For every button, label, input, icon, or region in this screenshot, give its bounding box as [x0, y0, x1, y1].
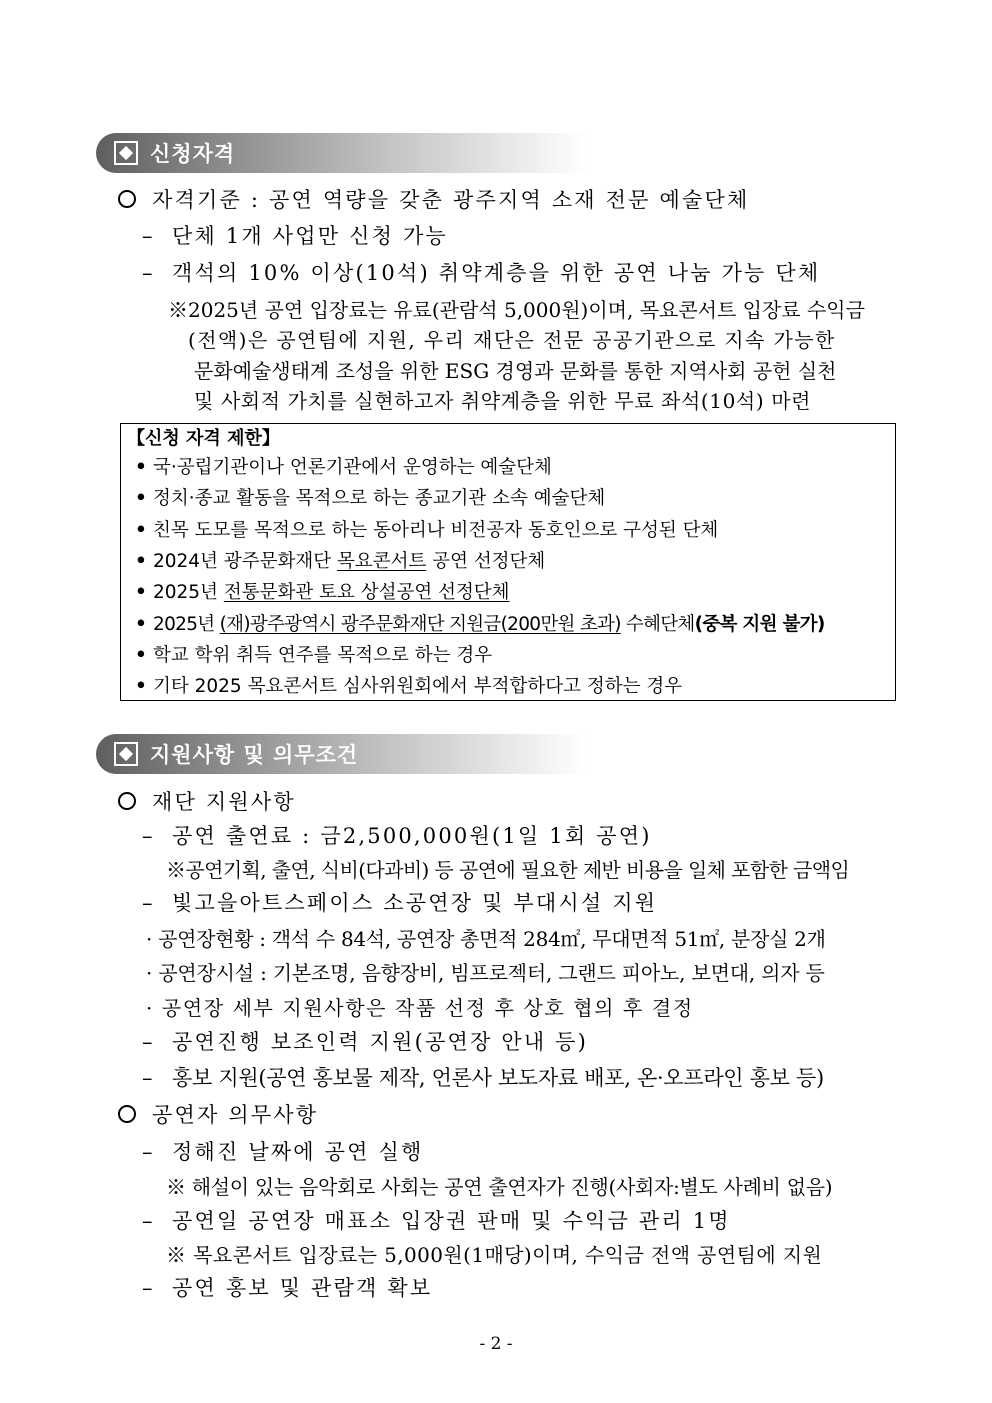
- restriction-item: • 2025년 전통문화관 토요 상설공연 선정단체: [135, 582, 510, 603]
- criteria-item: – 단체 1개 사업만 신청 가능: [142, 224, 448, 248]
- restriction-title: 【신청 자격 제한】: [127, 428, 280, 449]
- support-note: ※공연기획, 출연, 식비(다과비) 등 공연에 필요한 제반 비용을 일체 포함한 금액임: [166, 858, 850, 882]
- diamond-icon: [114, 141, 138, 165]
- support-item: – 홍보 지원(공연 홍보물 제작, 언론사 보도자료 배포, 온·오프라인 홍보 등): [142, 1066, 824, 1090]
- page-number: - 2 -: [479, 1334, 513, 1354]
- criteria-note-line: ※2025년 공연 입장료는 유료(관람석 5,000원)이며, 목요콘서트 입장료 수익금: [168, 298, 865, 322]
- venue-detail: · 공연장현황 : 객석 수 84석, 공연장 총면적 284㎡, 무대면적 51㎡, 분장실 2개: [146, 927, 826, 951]
- support-heading: 재단 지원사항: [118, 787, 296, 817]
- restriction-item: • 친목 도모를 목적으로 하는 동아리나 비전공자 동호인으로 구성된 단체: [135, 520, 719, 541]
- circle-bullet-icon: [118, 792, 136, 810]
- restriction-item: • 국·공립기관이나 언론기관에서 운영하는 예술단체: [135, 457, 552, 478]
- restriction-item: • 학교 학위 취득 연주를 목적으로 하는 경우: [135, 645, 493, 666]
- duty-item: – 공연 홍보 및 관람객 확보: [142, 1276, 433, 1300]
- support-item: – 공연 출연료 : 금2,500,000원(1일 1회 공연): [142, 824, 652, 848]
- section-title: 지원사항 및 의무조건: [150, 743, 359, 767]
- circle-bullet-icon: [118, 190, 136, 208]
- restriction-box: [120, 423, 896, 701]
- duty-item: – 정해진 날짜에 공연 실행: [142, 1140, 424, 1164]
- criteria-note-line: (전액)은 공연팀에 지원, 우리 재단은 전문 공공기관으로 지속 가능한: [188, 328, 836, 352]
- section-header-support: [96, 734, 586, 774]
- criteria-note-line: 및 사회적 가치를 실현하고자 취약계층을 위한 무료 좌석(10석) 마련: [194, 389, 812, 413]
- section-header-eligibility: [96, 133, 586, 173]
- venue-detail: · 공연장 세부 지원사항은 작품 선정 후 상호 협의 후 결정: [146, 996, 694, 1020]
- venue-detail: · 공연장시설 : 기본조명, 음향장비, 빔프로젝터, 그랜드 피아노, 보면대, 의자 등: [146, 961, 825, 985]
- support-item: – 빛고을아트스페이스 소공연장 및 부대시설 지원: [142, 891, 658, 915]
- duties-heading: 공연자 의무사항: [118, 1100, 318, 1130]
- restriction-item: • 2025년 (재)광주광역시 광주문화재단 지원금(200만원 초과) 수혜단체(중복 지원 불가): [135, 614, 825, 635]
- support-item: – 공연진행 보조인력 지원(공연장 안내 등): [142, 1030, 589, 1054]
- duty-note: ※ 목요콘서트 입장료는 5,000원(1매당)이며, 수익금 전액 공연팀에 지원: [166, 1243, 823, 1267]
- duty-item: – 공연일 공연장 매표소 입장권 판매 및 수익금 관리 1명: [142, 1209, 731, 1233]
- criteria-heading: 자격기준 : 공연 역량을 갖춘 광주지역 소재 전문 예술단체: [118, 185, 749, 215]
- circle-bullet-icon: [118, 1105, 136, 1123]
- duty-note: ※ 해설이 있는 음악회로 사회는 공연 출연자가 진행(사회자:별도 사례비 없음): [166, 1175, 833, 1199]
- restriction-item: • 2024년 광주문화재단 목요콘서트 공연 선정단체: [135, 551, 546, 572]
- criteria-note-line: 문화예술생태계 조성을 위한 ESG 경영과 문화를 통한 지역사회 공헌 실천: [194, 359, 837, 383]
- restriction-item: • 정치·종교 활동을 목적으로 하는 종교기관 소속 예술단체: [135, 488, 606, 509]
- section-title: 신청자격: [150, 142, 236, 166]
- diamond-icon: [114, 742, 138, 766]
- criteria-item: – 객석의 10% 이상(10석) 취약계층을 위한 공연 나눔 가능 단체: [142, 261, 821, 285]
- restriction-item: • 기타 2025 목요콘서트 심사위원회에서 부적합하다고 정하는 경우: [135, 676, 683, 697]
